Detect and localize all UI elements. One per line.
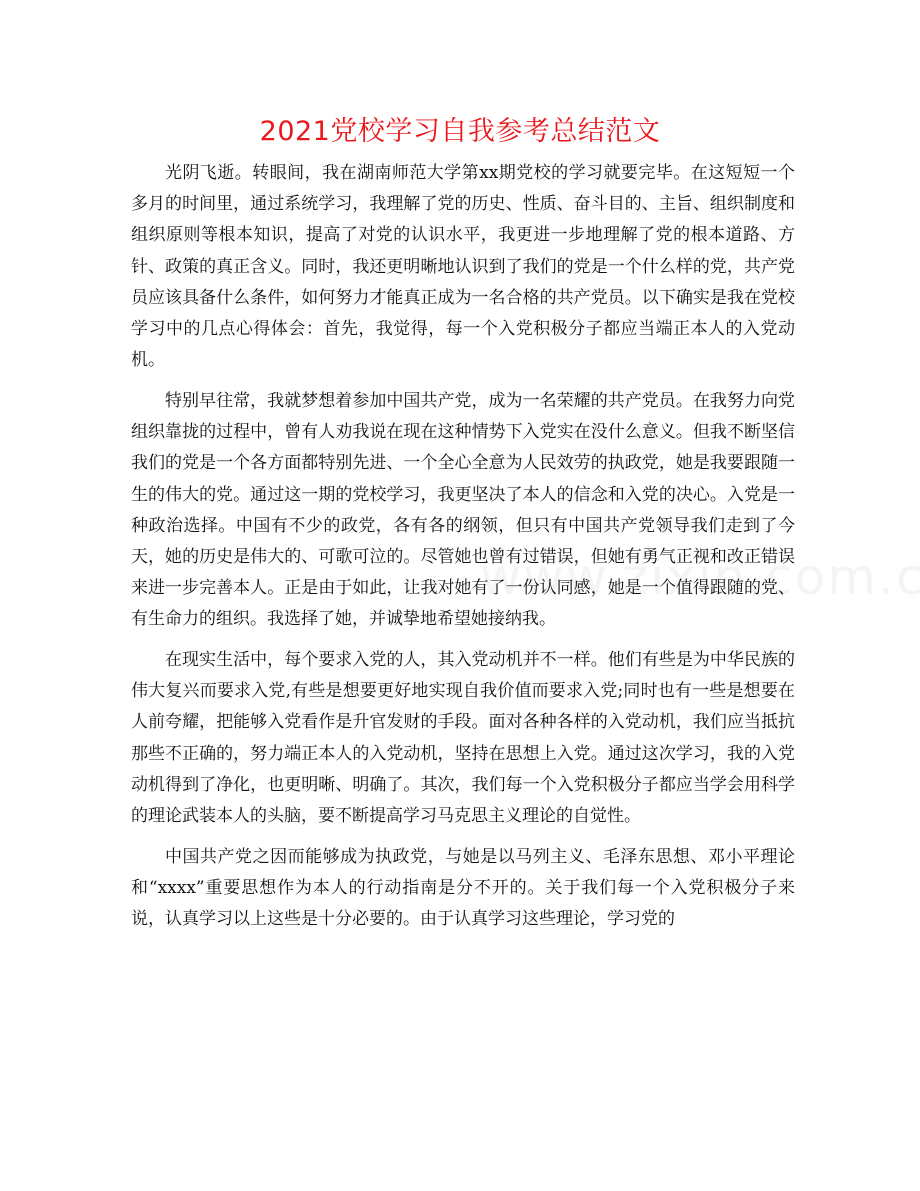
paragraph-1: 光阴飞逝。转眼间，我在湖南师范大学第xx期党校的学习就要完毕。在这短短一个多月的时间里，通过系统学习，我理解了党的历史、性质、奋斗目的、主旨、组织制度和组织原则等根本知识，提高了对党的认识水平，我更进一步地理解了党的根本道路、方针、政策的真正含义。同时，我还更明晰地认识到了我们的党是一个什么样的党，共产党员应该具备什么条件，如何努力才能真正成为一名合格的共产党员。以下确实是我在党校学习中的几点心得体会：首先，我觉得，每一个入党积极分子都应当端正本人的入党动机。: [131, 163, 795, 371]
paragraph-2: 特别早往常，我就梦想着参加中国共产党，成为一名荣耀的共产党员。在我努力向党组织靠拢的过程中，曾有人劝我说在现在这种情势下入党实在没什么意义。但我不断坚信我们的党是一个各方面都特别先进、一个全心全意为人民效劳的执政党，她是我要跟随一生的伟大的党。通过这一期的党校学习，我更坚决了本人的信念和入党的决心。入党是一种政治选择。中国有不少的政党，各有各的纲领，但只有中国共产党领导我们走到了今天，她的历史是伟大的、可歌可泣的。尽管她也曾有过错误，但她有勇气正视和改正错误来进一步完善本人。正是由于如此，让我对她有了一份认同感，她是一个值得跟随的党、有生命力的组织。我选择了她，并诚挚地希望她接纳我。: [131, 390, 795, 630]
document-title: 2021党校学习自我参考总结范文: [259, 116, 661, 147]
paragraph-3: 在现实生活中，每个要求入党的人，其入党动机并不一样。他们有些是为中华民族的伟大复兴而要求入党,有些是想要更好地实现自我价值而要求入党;同时也有一些是想要在人前夸耀，把能够入党看作是升官发财的手段。面对各种各样的入党动机，我们应当抵抗那些不正确的，努力端正本人的入党动机，坚持在思想上入党。通过这次学习，我的入党动机得到了净化，也更明晰、明确了。其次，我们每一个入党积极分子都应当学会用科学的理论武装本人的头脑，要不断提高学习马克思主义理论的自觉性。: [131, 650, 795, 827]
paragraph-4: 中国共产党之因而能够成为执政党，与她是以马列主义、毛泽东思想、邓小平理论和“xxxx”重要思想作为本人的行动指南是分不开的。关于我们每一个入党积极分子来说，认真学习以上这些是十分必要的。由于认真学习这些理论，学习党的: [131, 846, 795, 930]
document-body: [131, 158, 795, 945]
